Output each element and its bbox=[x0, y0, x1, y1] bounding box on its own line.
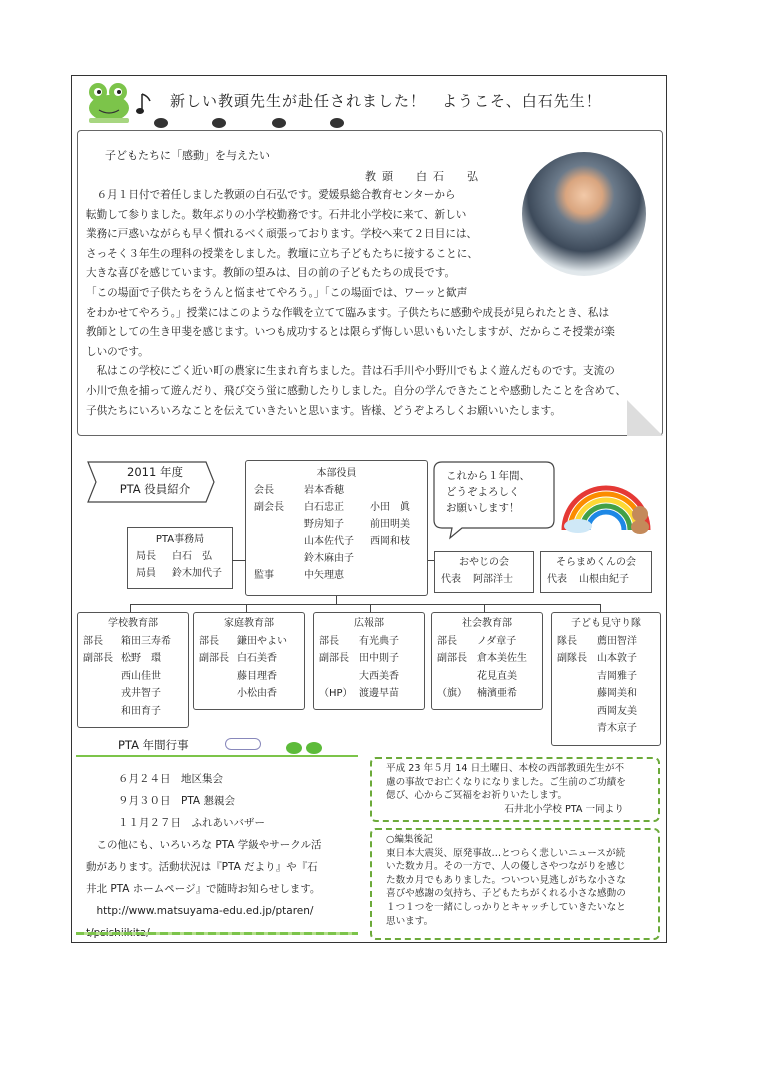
essay-line: 小川で魚を捕って遊んだり、飛び交う蛍に感動したりしました。自分の学んできたことや感動したことを含めて、 bbox=[86, 384, 627, 397]
role-label: 副隊長 bbox=[557, 653, 587, 664]
essay-author: 教頭 白石 弘 bbox=[365, 170, 484, 183]
member-name: 箱田三寿希 bbox=[121, 635, 171, 647]
dept-box bbox=[431, 612, 543, 710]
event-item: １１月２７日 ふれあいバザー bbox=[118, 817, 265, 829]
postscript-line: 喜びや感謝の気持ち、子どもたちがくれる小さな感動の bbox=[386, 888, 626, 900]
essay-line: 私はこの学校にごく近い町の農家に生まれ育ちました。昔は石手川や小野川でもよく遊んだものです。支流の bbox=[86, 365, 615, 378]
obituary-line: 慮の事故でお亡くなりになりました。ご生前のご功績を bbox=[386, 776, 626, 788]
divider bbox=[76, 755, 358, 757]
leaf-icon bbox=[286, 742, 302, 754]
member-name: 鈴木加代子 bbox=[172, 568, 222, 579]
greeting-line: どうぞよろしく bbox=[446, 486, 520, 498]
dept-box bbox=[77, 612, 189, 728]
dept-box bbox=[313, 612, 425, 710]
role-label: 副部長 bbox=[199, 653, 229, 664]
dept-title: 広報部 bbox=[354, 618, 384, 629]
honbu-box bbox=[245, 460, 428, 596]
postscript-text bbox=[386, 833, 626, 928]
member-name: 鈴木麻由子 bbox=[304, 553, 354, 564]
role-label: 代表 bbox=[547, 574, 567, 585]
connector-line bbox=[130, 604, 600, 605]
member-name: 薦田智洋 bbox=[597, 635, 637, 647]
role-label: 隊長 bbox=[557, 635, 577, 647]
member-name: 田中則子 bbox=[359, 653, 399, 664]
org-title-year: 2011 年度 bbox=[127, 465, 183, 479]
jimukyoku-title: PTA事務局 bbox=[155, 534, 205, 545]
events-body-line: 動があります。活動状況は『PTA だより』や『石 bbox=[86, 861, 318, 873]
essay-line: 子供たちにいろいろなことを伝えていきたいと思います。皆様、どうぞよろしくお願いいたします。 bbox=[86, 404, 562, 417]
leaf-icon bbox=[306, 742, 322, 754]
essay-line: をわかせてやろう。」授業にはこのような作戦を立てて臨みます。子供たちに感動や成長が見られたとき、私は bbox=[86, 306, 610, 319]
member-name: 野房知子 bbox=[304, 519, 344, 530]
frog-illustration bbox=[84, 78, 134, 124]
events-body bbox=[86, 834, 358, 944]
events-title: PTA 年間行事 bbox=[118, 738, 189, 752]
essay-line: ６月１日付で着任しました教頭の白石弘です。愛媛県総合教育センターから bbox=[86, 189, 456, 201]
member-name: 西山佳世 bbox=[121, 670, 161, 682]
cloud-icon bbox=[225, 738, 261, 750]
role-label: 局長 bbox=[136, 551, 156, 562]
music-note-icon bbox=[134, 92, 154, 116]
postscript-line: た数カ月でもありました。ついつい見逃しがちな小さな bbox=[386, 874, 626, 886]
obituary-text bbox=[386, 762, 626, 816]
member-name: 藤岡美和 bbox=[597, 688, 637, 699]
connector-line bbox=[336, 596, 337, 604]
member-name: 中矢理恵 bbox=[304, 570, 344, 581]
obituary-signature: 石井北小学校 PTA 一同より bbox=[504, 803, 624, 815]
role-label: 副部長 bbox=[319, 653, 349, 664]
role-label: 代表 bbox=[441, 574, 461, 585]
role-label: 部長 bbox=[319, 635, 339, 647]
member-name: 鎌田やよい bbox=[237, 635, 287, 647]
events-list bbox=[118, 768, 265, 834]
member-name: 岩本香穂 bbox=[304, 485, 344, 496]
org-title-text: PTA 役員紹介 bbox=[119, 482, 191, 496]
essay-title: 子どもたちに「感動」を与えたい bbox=[105, 149, 270, 162]
essay-line: 教師としての生き甲斐を感じます。いつも成功するとは限らず悔しい思いもいたしますが、だからこそ授業が楽 bbox=[86, 326, 615, 339]
oyaji-title: おやじの会 bbox=[459, 557, 509, 568]
connector-line bbox=[428, 560, 434, 561]
vine-divider bbox=[76, 932, 358, 935]
role-label: （旗） bbox=[437, 688, 467, 699]
member-name: 吉岡雅子 bbox=[597, 670, 637, 682]
connector-line bbox=[232, 560, 246, 561]
greeting-text bbox=[446, 468, 530, 516]
member-name: 白石忠正 bbox=[304, 502, 344, 513]
tadpole-icon bbox=[212, 118, 226, 128]
role-label: 副会長 bbox=[254, 502, 284, 513]
obituary-line: 偲び、心からご冥福をお祈りいたします。 bbox=[386, 790, 568, 802]
oyaji-box bbox=[434, 551, 534, 593]
member-name: 山根由紀子 bbox=[579, 574, 629, 585]
events-body-line: この他にも、いろいろな PTA 学級やサークル活 bbox=[86, 839, 322, 851]
postscript-line: いた数カ月。その一方で、人の優しさやつながりを感じ bbox=[386, 861, 626, 873]
essay-line: さっそく３年生の理科の授業をしました。教壇に立ち子どもたちに接することに、 bbox=[86, 247, 478, 260]
role-label: 局員 bbox=[136, 568, 156, 579]
member-name: 前田明美 bbox=[370, 519, 410, 530]
role-label: （HP） bbox=[319, 688, 353, 699]
member-name: 白石美香 bbox=[237, 653, 277, 664]
rainbow-illustration bbox=[556, 470, 658, 534]
member-name: 白石 弘 bbox=[172, 551, 212, 562]
member-name: 楠濱亜希 bbox=[477, 688, 517, 699]
member-name: 西岡友美 bbox=[597, 705, 637, 717]
member-name: 松野 環 bbox=[121, 653, 161, 664]
postscript-line: 思います。 bbox=[386, 915, 434, 927]
essay-line: しいのです。 bbox=[86, 345, 149, 358]
essay-line: 大きな喜びを感じています。教師の望みは、目の前の子どもたちの成長です。 bbox=[86, 267, 456, 280]
jimukyoku-box bbox=[127, 527, 233, 589]
dept-title: 家庭教育部 bbox=[224, 618, 274, 629]
dept-box bbox=[193, 612, 305, 710]
tadpole-icon bbox=[272, 118, 286, 128]
event-item: ９月３０日 PTA 懇親会 bbox=[118, 795, 235, 807]
role-label: 副部長 bbox=[83, 653, 113, 664]
soramame-title: そらまめくんの会 bbox=[556, 557, 636, 568]
member-name: 山本敦子 bbox=[597, 653, 637, 664]
essay-line: 「この場面で子供たちをうんと悩ませてやろう。」「この場面では、ワーッと歓声 bbox=[86, 286, 468, 299]
member-name: 藤目理香 bbox=[237, 670, 277, 682]
role-label: 部長 bbox=[437, 635, 457, 647]
obituary-line: 平成 23 年５月 14 日土曜日、本校の西部教頭先生が不 bbox=[386, 763, 625, 774]
honbu-title: 本部役員 bbox=[316, 468, 357, 479]
role-label: 会長 bbox=[254, 485, 274, 496]
member-name: 和田育子 bbox=[121, 705, 161, 717]
essay-line: 業務に戸惑いながらも早く慣れるべく頑張っております。学校へ来て２日目には、 bbox=[86, 228, 478, 241]
member-name: 小松由香 bbox=[237, 688, 277, 699]
tadpole-icon bbox=[154, 118, 168, 128]
event-item: ６月２４日 地区集会 bbox=[118, 773, 223, 785]
member-name: 山本佐代子 bbox=[304, 536, 354, 547]
postscript-line: １つ１つを一緒にしっかりとキャッチしていきたいなと bbox=[386, 901, 626, 913]
headline: 新しい教頭先生が赴任されました！ ようこそ、白石先生！ bbox=[170, 92, 602, 110]
member-name: 青木京子 bbox=[597, 723, 637, 734]
dept-title: 社会教育部 bbox=[462, 618, 512, 629]
org-title bbox=[100, 464, 210, 498]
member-name: 倉本美佐生 bbox=[477, 653, 527, 664]
member-name: 小田 眞 bbox=[370, 502, 410, 513]
tadpole-icon bbox=[330, 118, 344, 128]
soramame-box bbox=[540, 551, 652, 593]
dept-title: 子ども見守り隊 bbox=[571, 618, 641, 629]
member-name: 戎井智子 bbox=[121, 688, 161, 699]
member-name: 阿部洋士 bbox=[473, 574, 513, 585]
dept-box bbox=[551, 612, 661, 746]
member-name: 大西美香 bbox=[359, 670, 399, 682]
member-name: 花見直美 bbox=[477, 670, 517, 682]
greeting-line: お願いします！ bbox=[446, 502, 520, 514]
member-name: 西岡和枝 bbox=[370, 536, 410, 547]
member-name: 渡邊早苗 bbox=[359, 688, 399, 699]
member-name: 有光典子 bbox=[359, 635, 399, 647]
greeting-line: これから１年間、 bbox=[446, 470, 530, 482]
role-label: 部長 bbox=[83, 635, 103, 647]
essay-body bbox=[86, 186, 661, 421]
postscript-line: 東日本大震災、原発事故…とつらく悲しいニュースが続 bbox=[386, 847, 626, 859]
role-label: 副部長 bbox=[437, 653, 467, 664]
events-url[interactable]: http://www.matsuyama-edu.ed.jp/ptaren/ bbox=[86, 905, 314, 917]
role-label: 監事 bbox=[254, 570, 274, 581]
role-label: 部長 bbox=[199, 635, 219, 647]
member-name: ノダ章子 bbox=[477, 635, 517, 647]
essay-line: 転勤して参りました。数年ぶりの小学校勤務です。石井北小学校に来て、新しい bbox=[86, 208, 467, 221]
tadpole-decoration bbox=[150, 116, 380, 130]
postscript-title: ○編集後記 bbox=[386, 834, 433, 845]
events-body-line: 井北 PTA ホームページ』で随時お知らせします。 bbox=[86, 883, 321, 895]
dept-title: 学校教育部 bbox=[108, 618, 158, 629]
